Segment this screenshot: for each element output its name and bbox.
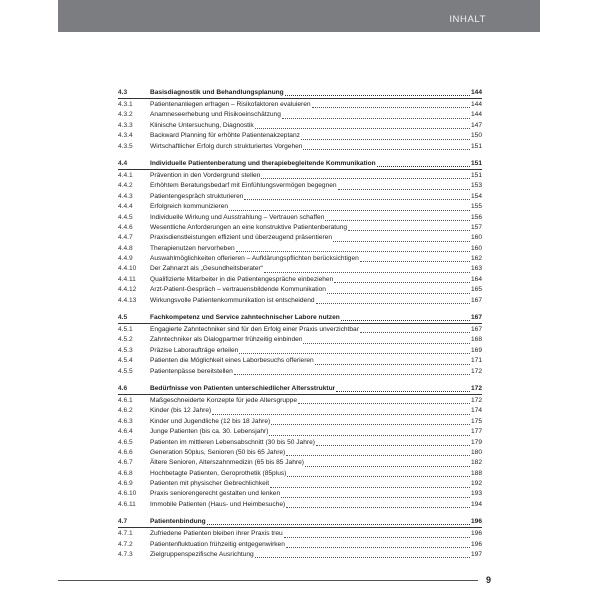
toc-entry[interactable]: [118, 458, 482, 468]
toc-number: 4.4.10: [118, 265, 137, 273]
toc-page-number: 151: [470, 171, 482, 179]
dot-leader: [348, 230, 470, 231]
dot-leader: [286, 507, 470, 508]
toc-entry[interactable]: [118, 254, 482, 264]
toc-number: 4.7: [118, 517, 128, 525]
toc-page-number: 160: [470, 234, 482, 242]
toc-page-number: 165: [470, 286, 482, 294]
dot-leader: [303, 343, 470, 344]
toc-page-number: 172: [470, 384, 482, 392]
dot-leader: [234, 374, 470, 375]
toc-number: 4.3.1: [118, 100, 133, 108]
toc-title: Hochbetagte Patienten, Geroprothetik (85plus): [150, 469, 287, 477]
toc-number: 4.6.10: [118, 490, 137, 498]
dot-leader: [312, 107, 470, 108]
toc-title: Arzt-Patient-Gespräch – vertrauensbildende Kommunikation: [150, 286, 326, 294]
toc-page-number: 174: [470, 407, 482, 415]
toc-entry[interactable]: [118, 367, 482, 377]
toc-number: 4.5.2: [118, 336, 133, 344]
toc-title: Backward Planning für erhöhte Patientenakzeptanz: [150, 132, 300, 140]
toc-title: Patienten die Möglichkeit eines Laborbesuchs offerieren: [150, 357, 314, 365]
toc-entry[interactable]: [118, 550, 482, 560]
toc-page-number: 144: [470, 100, 482, 108]
toc-title: Kinder und Jugendliche (12 bis 18 Jahre): [150, 417, 271, 425]
toc-number: 4.4.6: [118, 223, 133, 231]
toc-entry[interactable]: [118, 396, 482, 406]
toc-page-number: 156: [470, 213, 482, 221]
toc-title: Erhöhtem Beratungsbedarf mit Einfühlungsvermögen begegnen: [150, 182, 337, 190]
toc-number: 4.5.4: [118, 357, 133, 365]
toc-entry[interactable]: [118, 335, 482, 345]
toc-page-number: 164: [470, 275, 482, 283]
toc-entry[interactable]: [118, 406, 482, 416]
toc-page-number: 167: [470, 326, 482, 334]
toc-entry[interactable]: [118, 490, 482, 500]
toc-page-number: 169: [470, 346, 482, 354]
toc-title: Bedürfnisse von Patienten unterschiedlicher Altersstruktur: [150, 384, 336, 392]
toc-page-number: 150: [470, 132, 482, 140]
dot-leader: [236, 251, 470, 252]
toc-page-number: 196: [470, 517, 482, 525]
footer-divider: [58, 580, 478, 581]
toc-number: 4.7.1: [118, 530, 133, 538]
dot-leader: [315, 364, 470, 365]
toc-title: Generation 50plus, Senioren (50 bis 65 Jahre): [150, 448, 286, 456]
dot-leader: [212, 414, 470, 415]
toc-title: Zufriedene Patienten bleiben ihrer Praxis treu: [150, 530, 283, 538]
dot-leader: [360, 261, 470, 262]
dot-leader: [377, 166, 470, 167]
toc-title: Immobile Patienten (Haus- und Heimbesuche): [150, 500, 286, 508]
toc-section: [118, 384, 482, 510]
dot-leader: [255, 557, 470, 558]
toc-page-number: 155: [470, 203, 482, 211]
toc-entry[interactable]: [118, 346, 482, 356]
toc-number: 4.3: [118, 88, 128, 96]
table-of-contents: [118, 88, 482, 567]
toc-entry[interactable]: [118, 469, 482, 479]
toc-entry[interactable]: [118, 264, 482, 274]
dot-leader: [244, 199, 470, 200]
toc-entry[interactable]: [118, 121, 482, 131]
toc-title: Ältere Senioren, Alterszahnmedizin (65 bis 85 Jahre): [150, 459, 304, 467]
toc-title: Auswahlmöglichkeiten offerieren – Aufklärungspflichten berücksichtigen: [150, 255, 359, 263]
toc-title: Individuelle Wirkung und Ausstrahlung – Vertrauen schaffen: [150, 213, 325, 221]
toc-entry[interactable]: [118, 356, 482, 366]
toc-page-number: 182: [470, 459, 482, 467]
toc-number: 4.5.3: [118, 346, 133, 354]
toc-number: 4.6.2: [118, 407, 133, 415]
toc-section-heading[interactable]: [118, 88, 482, 99]
toc-entry[interactable]: [118, 110, 482, 120]
toc-number: 4.3.3: [118, 121, 133, 129]
toc-title: Qualifizierte Mitarbeiter in die Patientengespräche einbeziehen: [150, 275, 334, 283]
toc-title: Wirtschaftlicher Erfolg durch strukturiertes Vorgehen: [150, 142, 303, 150]
toc-title: Engagierte Zahntechniker sind für den Erfolg einer Praxis unverzichtbar: [150, 326, 359, 334]
toc-title: Wirkungsvolle Patientenkommunikation ist entscheidend: [150, 296, 315, 304]
toc-number: 4.6.5: [118, 438, 133, 446]
toc-title: Patientenbindung: [150, 517, 206, 525]
toc-number: 4.6.11: [118, 500, 136, 508]
toc-title: Zahntechniker als Dialogpartner frühzeitig einbinden: [150, 336, 303, 344]
dot-leader: [325, 220, 470, 221]
toc-number: 4.4.2: [118, 182, 133, 190]
toc-number: 4.4.7: [118, 234, 133, 242]
toc-number: 4.6: [118, 384, 128, 392]
toc-title: Fachkompetenz und Service zahntechnischer Labore nutzen: [150, 313, 340, 321]
toc-page-number: 157: [470, 223, 482, 231]
toc-entry[interactable]: [118, 540, 482, 550]
toc-page-number: 188: [470, 469, 482, 477]
dot-leader: [360, 332, 470, 333]
toc-page-number: 180: [470, 448, 482, 456]
toc-section-heading[interactable]: [118, 313, 482, 324]
toc-page-number: 175: [470, 417, 482, 425]
dot-leader: [287, 476, 470, 477]
toc-title: Praxisdienstleistungen effizient und überzeugend präsentieren: [150, 234, 333, 242]
toc-number: 4.7.3: [118, 551, 133, 559]
toc-number: 4.7.2: [118, 540, 133, 548]
dot-leader: [338, 189, 470, 190]
toc-title: Klinische Untersuchung, Diagnostik: [150, 121, 254, 129]
toc-number: 4.6.4: [118, 428, 133, 436]
dot-leader: [334, 282, 470, 283]
toc-entry[interactable]: [118, 131, 482, 141]
dot-leader: [336, 391, 470, 392]
toc-entry[interactable]: [118, 529, 482, 539]
toc-title: Anamneseerhebung und Risikoeinschätzung: [150, 111, 281, 119]
toc-page-number: 144: [470, 111, 482, 119]
toc-page-number: 153: [470, 182, 482, 190]
toc-title: Patientenanliegen erfragen – Risikofaktoren evaluieren: [150, 100, 311, 108]
toc-title: Junge Patienten (bis ca. 30. Lebensjahr): [150, 428, 269, 436]
toc-number: 4.6.7: [118, 459, 133, 467]
dot-leader: [303, 149, 470, 150]
dot-leader: [298, 403, 470, 404]
toc-title: Der Zahnarzt als „Gesundheitsberater“: [150, 265, 263, 273]
toc-section-heading[interactable]: [118, 517, 482, 528]
toc-section: [118, 88, 482, 152]
toc-number: 4.4.13: [118, 296, 137, 304]
dot-leader: [229, 210, 470, 211]
toc-page-number: 163: [470, 265, 482, 273]
dot-leader: [261, 178, 470, 179]
dot-leader: [284, 537, 470, 538]
toc-entry[interactable]: [118, 171, 482, 181]
toc-number: 4.6.1: [118, 396, 133, 404]
toc-entry[interactable]: [118, 202, 482, 212]
toc-title: Basisdiagnostik und Behandlungsplanung: [150, 88, 284, 96]
toc-number: 4.4.1: [118, 171, 133, 179]
dot-leader: [327, 293, 470, 294]
toc-title: Individuelle Patientenberatung und therapiebegleitende Kommunikation: [150, 159, 376, 167]
toc-number: 4.4.3: [118, 192, 133, 200]
toc-number: 4.4.9: [118, 255, 133, 263]
dot-leader: [207, 524, 470, 525]
toc-number: 4.4: [118, 159, 128, 167]
toc-page-number: 177: [470, 428, 482, 436]
toc-entry[interactable]: [118, 285, 482, 295]
toc-page-number: 154: [470, 192, 482, 200]
dot-leader: [239, 353, 470, 354]
toc-entry[interactable]: [118, 479, 482, 489]
dot-leader: [305, 466, 470, 467]
toc-title: Prävention in den Vordergrund stellen: [150, 171, 261, 179]
toc-title: Patientengespräch strukturieren: [150, 192, 244, 200]
page-number: 9: [486, 575, 492, 585]
toc-page-number: 193: [470, 490, 482, 498]
toc-number: 4.6.6: [118, 448, 133, 456]
toc-page-number: 192: [470, 480, 482, 488]
toc-number: 4.5: [118, 313, 128, 321]
toc-page-number: 172: [470, 396, 482, 404]
toc-section: [118, 159, 482, 306]
toc-number: 4.6.9: [118, 480, 133, 488]
toc-title: Präzise Laboraufträge erteilen: [150, 346, 239, 354]
dot-leader: [286, 455, 470, 456]
toc-page-number: 162: [470, 255, 482, 263]
dot-leader: [271, 424, 470, 425]
toc-entry[interactable]: [118, 223, 482, 233]
dot-leader: [333, 241, 470, 242]
toc-number: 4.6.3: [118, 417, 133, 425]
toc-section: [118, 517, 482, 560]
toc-number: 4.4.8: [118, 244, 133, 252]
toc-entry[interactable]: [118, 142, 482, 152]
toc-title: Patientenfluktuation frühzeitig entgegenwirken: [150, 540, 285, 548]
toc-title: Patientenpässe bereitstellen: [150, 367, 233, 375]
toc-number: 4.5.1: [118, 326, 133, 334]
toc-page-number: 196: [470, 540, 482, 548]
toc-page-number: 171: [470, 357, 482, 365]
toc-entry[interactable]: [118, 192, 482, 202]
toc-title: Praxis seniorengerecht gestalten und lenken: [150, 490, 281, 498]
toc-entry[interactable]: [118, 448, 482, 458]
dot-leader: [316, 445, 470, 446]
toc-page-number: 196: [470, 530, 482, 538]
toc-title: Erfolgreich kommunizieren: [150, 203, 229, 211]
toc-entry[interactable]: [118, 100, 482, 110]
dot-leader: [264, 272, 470, 273]
toc-entry[interactable]: [118, 244, 482, 254]
toc-title: Maßgeschneiderte Konzepte für jede Altersgruppe: [150, 396, 297, 404]
dot-leader: [341, 320, 470, 321]
toc-page-number: 167: [470, 296, 482, 304]
dot-leader: [281, 497, 470, 498]
toc-entry[interactable]: [118, 181, 482, 191]
dot-leader: [286, 547, 470, 548]
dot-leader: [270, 487, 470, 488]
dot-leader: [316, 303, 470, 304]
toc-entry[interactable]: [118, 325, 482, 335]
toc-number: 4.4.5: [118, 213, 133, 221]
dot-leader: [255, 128, 470, 129]
toc-page-number: 167: [470, 313, 482, 321]
toc-page-number: 147: [470, 121, 482, 129]
toc-page-number: 144: [470, 88, 482, 96]
toc-number: 4.4.12: [118, 286, 137, 294]
toc-title: Patienten im mittleren Lebensabschnitt (30 bis 50 Jahre): [150, 438, 315, 446]
toc-number: 4.6.8: [118, 469, 133, 477]
toc-page-number: 194: [470, 500, 482, 508]
toc-entry[interactable]: [118, 213, 482, 223]
toc-title: Patienten mit physischer Gebrechlichkeit: [150, 480, 270, 488]
toc-page-number: 179: [470, 438, 482, 446]
toc-page-number: 151: [470, 142, 482, 150]
header-label: INHALT: [449, 14, 486, 25]
toc-section-heading[interactable]: [118, 384, 482, 395]
toc-entry[interactable]: [118, 438, 482, 448]
header-bar: [58, 0, 540, 32]
toc-section: [118, 313, 482, 377]
toc-number: 4.3.4: [118, 132, 133, 140]
toc-number: 4.3.5: [118, 142, 133, 150]
dot-leader: [282, 118, 470, 119]
toc-number: 4.4.4: [118, 203, 133, 211]
toc-title: Therapienutzen hervorheben: [150, 244, 235, 252]
dot-leader: [285, 95, 470, 96]
toc-number: 4.3.2: [118, 111, 133, 119]
dot-leader: [301, 139, 470, 140]
toc-entry[interactable]: [118, 427, 482, 437]
toc-entry[interactable]: [118, 296, 482, 306]
toc-page-number: 197: [470, 551, 482, 559]
toc-title: Wesentliche Anforderungen an eine konstruktive Patientenberatung: [150, 223, 348, 231]
toc-number: 4.5.5: [118, 367, 133, 375]
toc-title: Zielgruppenspezifische Ausrichtung: [150, 551, 254, 559]
toc-entry[interactable]: [118, 417, 482, 427]
dot-leader: [269, 435, 470, 436]
toc-entry[interactable]: [118, 233, 482, 243]
toc-entry[interactable]: [118, 275, 482, 285]
toc-number: 4.4.11: [118, 275, 136, 283]
toc-title: Kinder (bis 12 Jahre): [150, 407, 212, 415]
toc-page-number: 151: [470, 159, 482, 167]
toc-page-number: 172: [470, 367, 482, 375]
toc-page-number: 168: [470, 336, 482, 344]
toc-entry[interactable]: [118, 500, 482, 510]
toc-page-number: 160: [470, 244, 482, 252]
toc-section-heading[interactable]: [118, 159, 482, 170]
